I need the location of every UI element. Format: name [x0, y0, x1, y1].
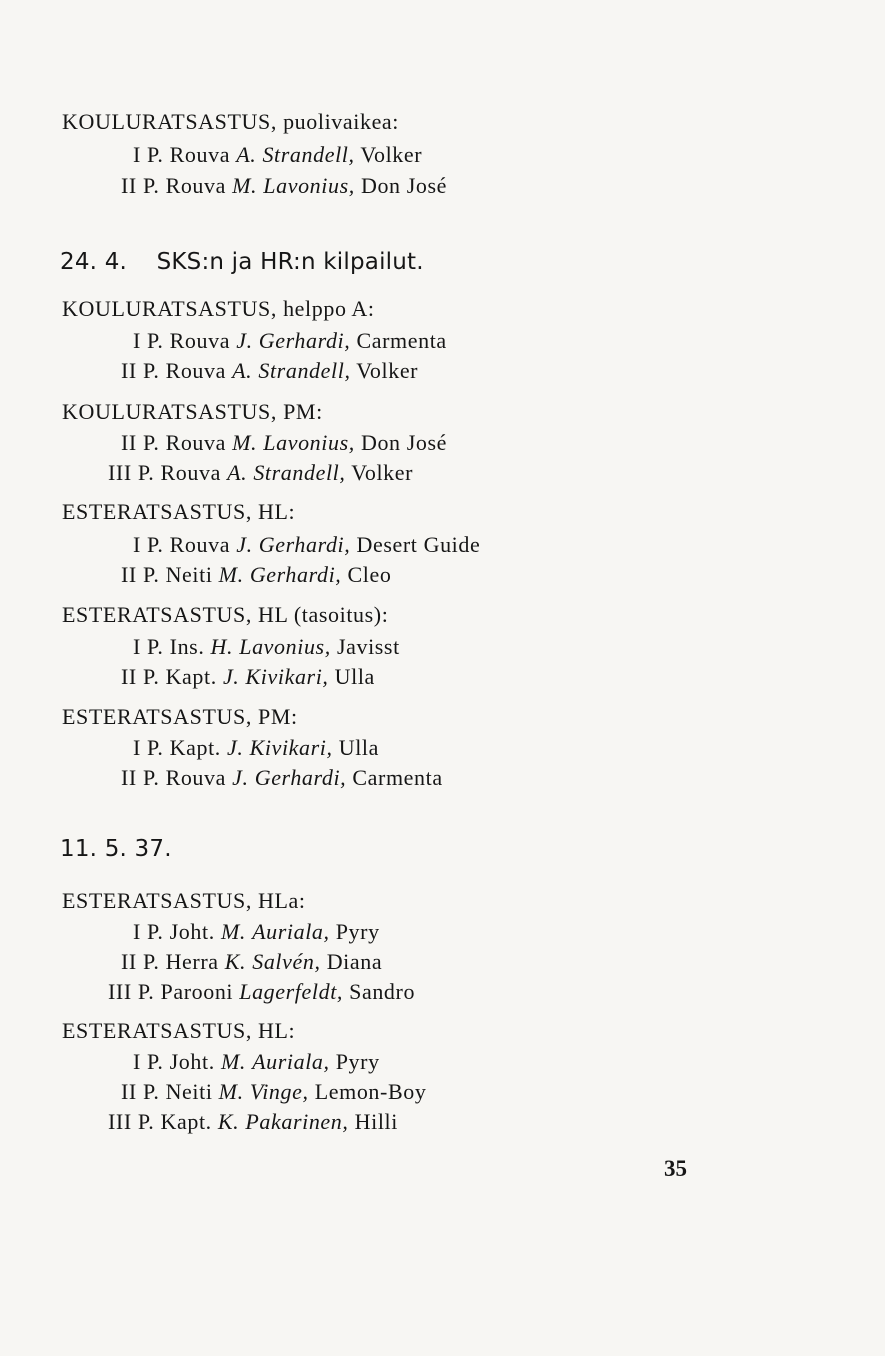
placement: II P. [121, 173, 160, 198]
rider-initial: J. [236, 532, 253, 557]
result-line [108, 459, 413, 487]
placement: II P. [121, 430, 160, 455]
rider-title: Herra [165, 949, 219, 974]
rider-surname: Kivikari, [245, 664, 329, 689]
rider-title: Rouva [165, 765, 227, 790]
result-line [121, 1078, 426, 1106]
placement: II P. [121, 765, 160, 790]
rider-title: Ins. [169, 634, 205, 659]
result-line [133, 327, 447, 355]
rider-initial: H. [210, 634, 234, 659]
result-line [133, 1048, 380, 1076]
result-line [133, 734, 379, 762]
horse-name: Sandro [349, 979, 416, 1004]
section-heading: ESTERATSASTUS, HL (tasoitus): [62, 602, 389, 627]
rider-title: Rouva [169, 142, 231, 167]
horse-name: Javisst [336, 634, 400, 659]
rider-surname: Lagerfeldt, [239, 979, 344, 1004]
horse-name: Don José [360, 173, 448, 198]
placement: II P. [121, 358, 160, 383]
rider-surname: Kivikari, [249, 735, 333, 760]
rider-title: Kapt. [169, 735, 221, 760]
rider-initial: K. [217, 1109, 240, 1134]
page-number: 35 [664, 1156, 687, 1181]
rider-title: Parooni [160, 979, 234, 1004]
placement: II P. [121, 664, 160, 689]
rider-surname: Gerhardi, [258, 328, 351, 353]
section-heading: KOULURATSASTUS, puolivaikea: [62, 109, 400, 134]
rider-initial: A. [227, 460, 248, 485]
result-line [121, 948, 382, 976]
horse-name: Pyry [335, 1049, 380, 1074]
result-line [133, 918, 380, 946]
rider-title: Rouva [169, 532, 231, 557]
rider-surname: Lavonius, [263, 430, 355, 455]
rider-surname: Strandell, [258, 358, 351, 383]
result-line [121, 663, 375, 691]
event-date: 24. 4. [60, 249, 128, 275]
rider-title: Rouva [169, 328, 231, 353]
horse-name: Volker [351, 460, 414, 485]
placement: III P. [108, 460, 155, 485]
horse-name: Carmenta [356, 328, 447, 353]
rider-initial: M. [220, 919, 246, 944]
placement: III P. [108, 979, 155, 1004]
placement: I P. [133, 735, 164, 760]
placement: II P. [121, 562, 160, 587]
result-line [121, 764, 443, 792]
horse-name: Volker [360, 142, 423, 167]
event-heading [60, 834, 172, 864]
rider-title: Rouva [160, 460, 221, 485]
rider-title: Rouva [165, 173, 227, 198]
result-line [121, 172, 447, 200]
rider-surname: Lavonius, [239, 634, 331, 659]
result-line [121, 357, 418, 385]
rider-initial: M. [218, 562, 244, 587]
section-heading: ESTERATSASTUS, HL: [62, 499, 296, 524]
horse-name: Volker [356, 358, 419, 383]
horse-name: Hilli [354, 1109, 398, 1134]
rider-title: Kapt. [160, 1109, 212, 1134]
rider-surname: Gerhardi, [249, 562, 342, 587]
horse-name: Cleo [347, 562, 392, 587]
result-line [133, 141, 422, 169]
rider-title: Kapt. [165, 664, 217, 689]
horse-name: Diana [326, 949, 383, 974]
section-heading: KOULURATSASTUS, PM: [62, 399, 323, 424]
rider-initial: M. [220, 1049, 246, 1074]
section-heading: ESTERATSASTUS, HLa: [62, 888, 306, 913]
placement: III P. [108, 1109, 155, 1134]
horse-name: Carmenta [352, 765, 443, 790]
rider-initial: A. [232, 358, 253, 383]
horse-name: Ulla [338, 735, 379, 760]
rider-title: Neiti [165, 1079, 213, 1104]
placement: I P. [133, 328, 164, 353]
rider-surname: Strandell, [262, 142, 355, 167]
horse-name: Desert Guide [356, 532, 481, 557]
rider-initial: K. [224, 949, 247, 974]
rider-surname: Pakarinen, [245, 1109, 349, 1134]
section-heading: ESTERATSASTUS, HL: [62, 1018, 296, 1043]
placement: I P. [133, 1049, 164, 1074]
placement: II P. [121, 1079, 160, 1104]
rider-surname: Auriala, [252, 1049, 330, 1074]
rider-surname: Strandell, [253, 460, 346, 485]
placement: I P. [133, 634, 164, 659]
rider-surname: Salvén, [252, 949, 321, 974]
rider-title: Neiti [165, 562, 213, 587]
section-heading: ESTERATSASTUS, PM: [62, 704, 298, 729]
result-line [133, 633, 400, 661]
horse-name: Don José [360, 430, 448, 455]
placement: I P. [133, 142, 164, 167]
rider-initial: J. [236, 328, 253, 353]
horse-name: Pyry [335, 919, 380, 944]
rider-surname: Vinge, [249, 1079, 309, 1104]
section-heading: KOULURATSASTUS, helppo A: [62, 296, 375, 321]
rider-title: Joht. [169, 1049, 215, 1074]
rider-initial: M. [218, 1079, 244, 1104]
placement: I P. [133, 919, 164, 944]
horse-name: Ulla [334, 664, 375, 689]
rider-surname: Lavonius, [263, 173, 355, 198]
rider-title: Rouva [165, 430, 227, 455]
rider-surname: Gerhardi, [254, 765, 347, 790]
placement: II P. [121, 949, 160, 974]
event-date: 11. 5. 37. [60, 836, 172, 862]
rider-title: Joht. [169, 919, 215, 944]
rider-initial: A. [236, 142, 257, 167]
rider-initial: M. [232, 173, 258, 198]
event-heading [60, 247, 424, 277]
rider-surname: Auriala, [252, 919, 330, 944]
result-line [133, 531, 480, 559]
rider-initial: M. [232, 430, 258, 455]
rider-initial: J. [227, 735, 244, 760]
result-line [108, 978, 415, 1006]
placement: I P. [133, 532, 164, 557]
result-line [121, 561, 391, 589]
event-title: SKS:n ja HR:n kilpailut. [156, 249, 424, 275]
rider-surname: Gerhardi, [258, 532, 351, 557]
result-line [121, 429, 447, 457]
rider-initial: J. [232, 765, 249, 790]
horse-name: Lemon-Boy [314, 1079, 427, 1104]
result-line [108, 1108, 398, 1136]
rider-initial: J. [222, 664, 240, 689]
rider-title: Rouva [165, 358, 227, 383]
